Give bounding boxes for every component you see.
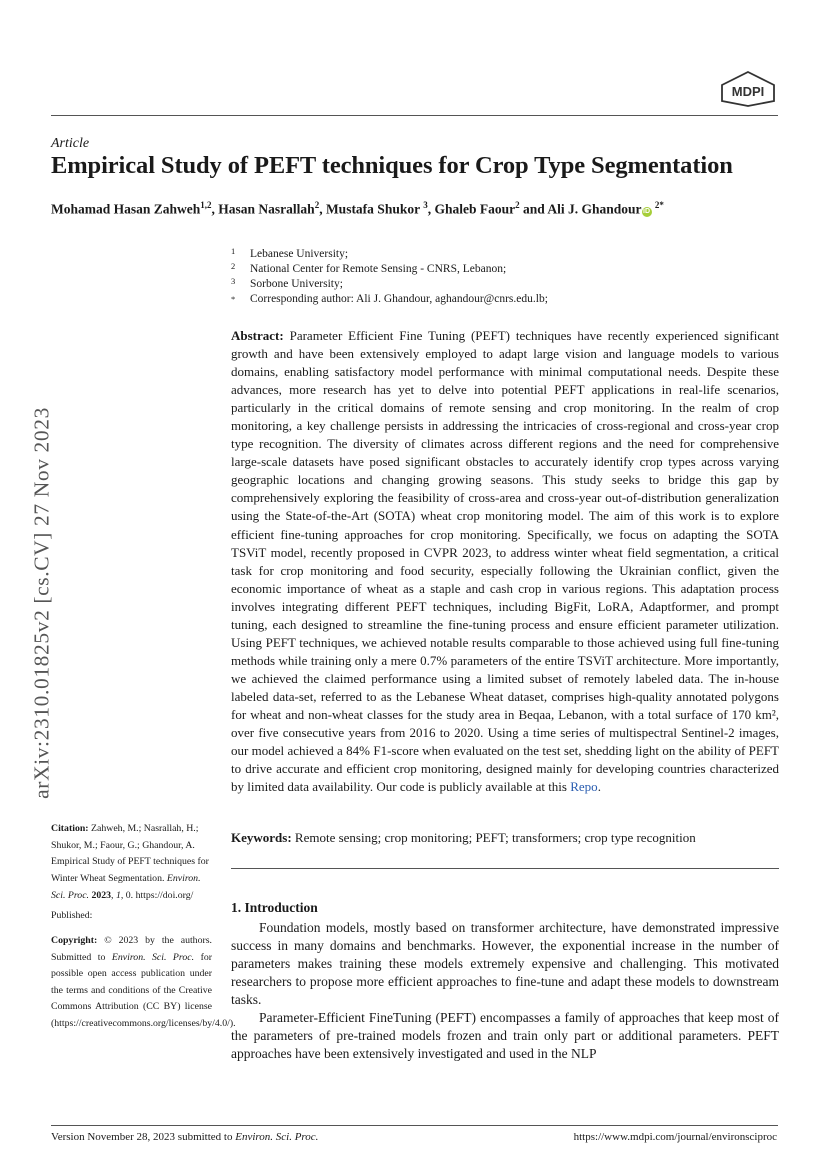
header-rule (51, 115, 778, 116)
footer-version: Version November 28, 2023 submitted to Environ. Sci. Proc. (51, 1131, 319, 1143)
published-label: Published: (51, 910, 93, 921)
abstract: Abstract: Parameter Efficient Fine Tuning (PEFT) techniques have recently experienced significant growth and have been extensively employed to adapt large vision and language models to various domains, enabling satisfactory model performance with minimal computational needs. Despite these advances, more research has yet to delve into potential PEFT applications in real-life scenarios, particularly in the critical domains of remote sensing and crop monitoring. In the realm of crop monitoring, a key challenge persists in addressing the intricacies of cross-regional and cross-year crop type recognition. The diversity of climates across different regions and the need for comprehensive large-scale datasets have posed significant obstacles to accurately identify crop types across varying geographic locations and changing growing seasons. This study seeks to bridge this gap by comprehensively exploring the feasibility of cross-area and cross-year out-of-distribution generalization using the State-of-the-Art (SOTA) wheat crop monitoring model. The aim of this work is to explore efficient fine-tuning approaches for crop monitoring. Specifically, we focus on adapting the SOTA TSViT model, recently proposed in CVPR 2023, to address winter wheat field segmentation, a critical task for crop monitoring and food security, especially following the Ukrainian conflict, given the economic importance of wheat as a staple and cash crop in various regions. This adaptation process involves integrating different PEFT techniques, including BigFit, LoRA, Adaptformer, and prompt tuning, each designed to streamline the fine-tuning process and ensure efficient parameter utilization. Using PEFT techniques, we achieved notable results comparable to those achieved using full fine-tuning methods while training only a mere 0.7% parameters of the entire TSViT architecture. More importantly, we achieved the claimed performance using a limited subset of remotely labeled data. The in-house labeled data-set, referred to as the Lebanese Wheat dataset, comprises high-quality annotated polygons for wheat and non-wheat classes for the study area in Beqaa, Lebanon, with a total surface of 170 km², over five consecutive years from 2016 to 2020. Using a time series of multispectral Sentinel-2 images, our model achieved a 84% F1-score when evaluated on the test set, shedding light on the ability of PEFT to drive accurate and efficient crop monitoring, designed mainly for developing countries characterized by limited data availability. Our code is publicly available at this Repo. (231, 328, 779, 795)
section-rule (231, 868, 779, 869)
section-heading: 1. Introduction (231, 900, 318, 915)
orcid-icon[interactable]: iD (643, 207, 651, 215)
author-name: Ali J. Ghandour (547, 201, 642, 217)
author-name: Hasan Nasrallah (218, 201, 315, 217)
author-name: Ghaleb Faour (434, 201, 516, 217)
arxiv-stamp (28, 355, 56, 850)
keywords (231, 830, 779, 846)
author-list: Mohamad Hasan Zahweh$^{1,2}$, Hasan Nasrallah$^2$, Mustafa Shukor $^3$, Ghaleb Faour$^2$ and Ali J. Ghandour iD $^{2*}$ (51, 200, 664, 217)
mdpi-logo (719, 70, 777, 108)
paper-title: Empirical Study of PEFT techniques for Crop Type Segmentation (51, 152, 733, 179)
paragraph: Parameter-Efficient FineTuning (PEFT) encompasses a family of approaches that keep most of the parameters of pre-trained models frozen and train only part or additional parameters. PEFT approaches have been extensively investigated and used in the NLP (231, 1010, 779, 1062)
footer-rule (51, 1125, 778, 1126)
paragraph: Foundation models, mostly based on transformer architecture, have demonstrated impressive success in many domains and benchmarks. However, the exponential increase in the number of parameters makes training these models extremely expensive and challenging. This motivated researchers to propose more efficient approaches to fine-tune and adapt these models to downstream tasks. (231, 920, 779, 1008)
keywords-label: Keywords: (231, 830, 292, 845)
abstract-text: Parameter Efficient Fine Tuning (PEFT) techniques have recently experienced significant growth and have been extensively employed to adapt large vision and language models to various domains, enabling satisfactory model performance with minimal computational needs. Despite these advances, more research has yet to delve into potential PEFT applications in real-life scenarios, particularly in the critical domains of remote sensing and crop monitoring. In the realm of crop monitoring, a key challenge persists in addressing the intricacies of cross-regional and cross-year crop type recognition. The diversity of climates across different regions and the need for comprehensive large-scale datasets have posed significant obstacles to accurately identify crop types across varying geographic locations and changing growing seasons. This study seeks to bridge this gap by comprehensively exploring the feasibility of cross-area and cross-year out-of-distribution generalization using the State-of-the-Art (SOTA) wheat crop monitoring model. The aim of this work is to explore efficient fine-tuning approaches for crop monitoring. Specifically, we focus on adapting the SOTA TSViT model, recently proposed in CVPR 2023, to address winter wheat field segmentation, a critical task for crop monitoring and food security, especially following the Ukrainian conflict, given the economic importance of wheat as a staple and cash crop in various regions. This adaptation process involves integrating different PEFT techniques, including BigFit, LoRA, Adaptformer, and prompt tuning, each designed to streamline the fine-tuning process and ensure efficient parameter utilization. Using PEFT techniques, we achieved notable results comparable to those achieved using full fine-tuning methods while training only a mere 0.7% parameters of the entire TSViT architecture. More importantly, we achieved the claimed performance using a limited subset of remotely labeled data. The in-house labeled data-set, referred to as the Lebanese Wheat dataset, comprises high-quality annotated polygons for wheat and non-wheat classes for the study area in Beqaa, Lebanon, with a total surface of 170 km², over five consecutive years from 2016 to 2020. Using a time series of multispectral Sentinel-2 images, our model achieved a 84% F1-score when evaluated on the test set, shedding light on the ability of PEFT to drive accurate and efficient crop monitoring, designed mainly for developing countries characterized by limited data availability. Our code is publicly available at this (231, 328, 779, 795)
introduction-body (231, 919, 779, 1063)
arxiv-id: arXiv:2310.01825v2 [cs.CV] 27 Nov 2023 (29, 406, 54, 799)
citation-box: Citation: Zahweh, M.; Nasrallah, H.; Shukor, M.; Faour, G.; Ghandour, A. Empirical Study of PEFT techniques for Winter Wheat Segmentation. Environ. Sci. Proc. 2023, 1, 0. https://doi.org/ (51, 823, 209, 901)
keywords-text: Remote sensing; crop monitoring; PEFT; transformers; crop type recognition (294, 830, 696, 845)
svg-text:MDPI: MDPI (731, 84, 765, 99)
abstract-label: Abstract: (231, 328, 284, 343)
copyright-box: Copyright: © 2023 by the authors. Submitted to Environ. Sci. Proc. for possible open access publication under the terms and conditions of the Creative Commons Attribution (CC BY) license (https://creativecommons.org/licenses/by/4.0/). (51, 935, 236, 1029)
author-name: Mohamad Hasan Zahweh (51, 201, 201, 217)
article-type: Article (51, 136, 90, 151)
author-name: Mustafa Shukor (325, 201, 420, 217)
repo-link[interactable]: Repo (570, 779, 598, 795)
footer-url[interactable]: https://www.mdpi.com/journal/environsciproc (573, 1131, 777, 1143)
